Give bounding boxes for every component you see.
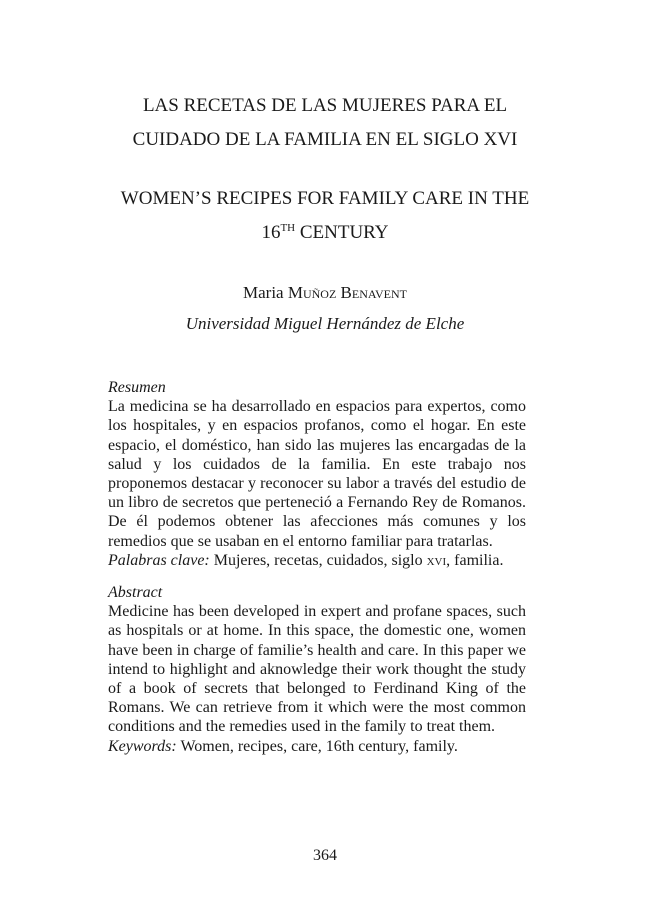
resumen-keywords-century: xvi <box>426 551 447 569</box>
resumen-section <box>108 378 526 570</box>
abstract-heading: Abstract <box>108 584 163 601</box>
spanish-title-line-1: LAS RECETAS DE LAS MUJERES PARA EL <box>142 95 508 116</box>
author-given-name: Maria <box>243 283 288 302</box>
english-title-century-number: 16 <box>261 222 281 243</box>
abstract-section <box>108 583 526 756</box>
resumen-keywords <box>108 551 526 570</box>
resumen-keywords-text: Mujeres, recetas, cuidados, siglo <box>209 551 427 569</box>
spanish-title-line-2: CUIDADO DE LA FAMILIA EN EL SIGLO XVI <box>132 129 518 150</box>
author-affiliation: Universidad Miguel Hernández de Elche <box>185 314 465 333</box>
resumen-heading: Resumen <box>108 379 166 396</box>
author-surname: Muñoz Benavent <box>287 283 407 302</box>
english-title-line-2 <box>0 221 650 245</box>
abstract-keywords-text: Women, recipes, care, 16th century, family. <box>176 737 458 755</box>
page-number: 364 <box>313 847 337 864</box>
resumen-keywords-end: , familia. <box>446 551 504 569</box>
author-name <box>0 282 650 304</box>
english-title-line-1: WOMEN’S RECIPES FOR FAMILY CARE IN THE <box>120 188 530 209</box>
abstract-body: Medicine has been developed in expert and profane spaces, such as hospitals or at home. In this space, the domestic one, women have been in charge of familie’s health and care. In this paper we intend to highlight and aknowledge their work thought the study of a book of secrets that belonged to Ferdinand King of the Romans. We can retrieve from it which were the most common conditions and the remedies used in the family to treat them. <box>108 603 526 736</box>
english-title-ordinal-superscript: TH <box>280 222 296 234</box>
resumen-body: La medicina se ha desarrollado en espacios para expertos, como los hospitales, y en espacios profanos, como el hogar. En este espacio, el doméstico, han sido las mujeres las encargadas de la salud y los cuidados de la familia. En este trabajo nos proponemos destacar y reconocer su labor a través del estudio de un libro de secretos que perteneció a Fernando Rey de Romanos. De él podemos obtener las afecciones más comunes y los remedios que se usaban en el entorno familiar para tratarlas. <box>108 398 526 550</box>
resumen-keywords-label: Palabras clave: <box>108 551 210 569</box>
abstract-keywords-label: Keywords: <box>108 737 177 755</box>
english-title-century-word: CENTURY <box>295 222 389 243</box>
abstract-keywords <box>108 737 526 756</box>
